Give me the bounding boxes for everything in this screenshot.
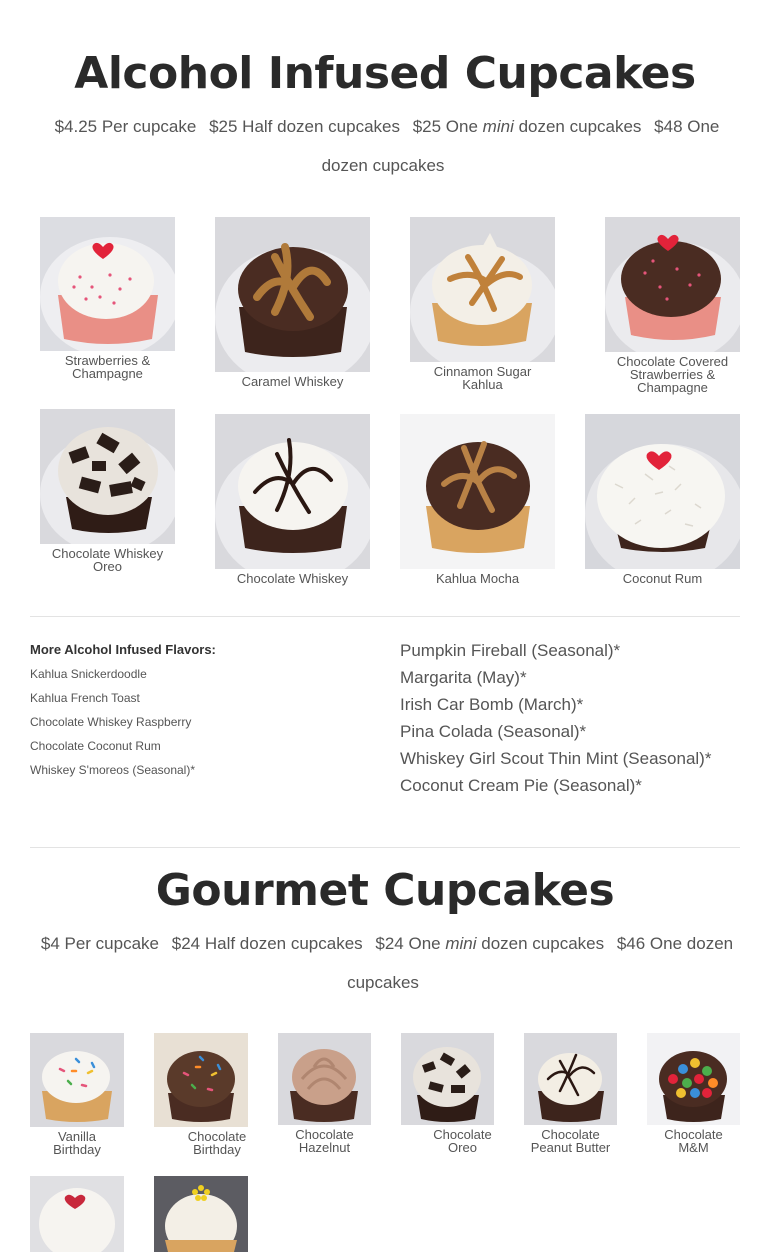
alcohol-prices [30, 107, 740, 185]
price-per-cupcake: $4 Per cupcake [40, 934, 160, 953]
list-item: Margarita (May)* [400, 668, 527, 687]
cupcake-caption-chocolate-covered-strawberries: Chocolate Covered Strawberries & Champagne [616, 354, 729, 395]
list-item: Kahlua Snickerdoodle [30, 667, 147, 681]
cupcake-caption-kahlua-mocha: Kahlua Mocha [435, 571, 520, 586]
list-item: Pina Colada (Seasonal)* [400, 722, 587, 741]
cupcake-photo-chocolate-whiskey[interactable] [215, 414, 370, 569]
gourmet-prices [30, 924, 740, 1002]
more-flavors-right [400, 637, 740, 799]
cupcake-photo-strawberries-champagne[interactable] [40, 217, 175, 351]
cupcake-caption-chocolate-whiskey: Chocolate Whiskey [236, 571, 349, 586]
cupcake-photo-chocolate-birthday[interactable] [154, 1033, 248, 1127]
more-flavors-title: More Alcohol Infused Flavors: [30, 642, 216, 657]
price-per-cupcake: $4.25 Per cupcake [54, 117, 197, 136]
price-half-dozen: $24 Half dozen cupcakes [171, 934, 363, 953]
cupcake-caption-coconut-rum: Coconut Rum [622, 571, 703, 586]
more-flavors-left [30, 640, 370, 782]
cupcake-photo-chocolate-peanut-butter[interactable] [524, 1033, 617, 1125]
price-half-dozen: $25 Half dozen cupcakes [209, 117, 400, 136]
cupcake-photo-chocolate-hazelnut[interactable] [278, 1033, 371, 1125]
cupcake-caption-chocolate-peanut-butter: Chocolate Peanut Butter [530, 1127, 611, 1155]
more-flavors-list [30, 662, 370, 782]
cupcake-photo-chocolate-covered-strawberries[interactable] [605, 217, 740, 352]
cupcake-photo-coconut-rum[interactable] [585, 414, 740, 569]
cupcake-photo-chocolate-oreo[interactable] [401, 1033, 494, 1125]
list-item: Irish Car Bomb (March)* [400, 695, 584, 714]
cupcake-photo-row2-item-2[interactable] [154, 1176, 248, 1252]
alcohol-section-title: Alcohol Infused Cupcakes [74, 48, 696, 99]
cupcake-caption-chocolate-birthday: Chocolate Birthday [187, 1129, 247, 1157]
list-item: Kahlua French Toast [30, 691, 140, 705]
list-item: Whiskey Girl Scout Thin Mint (Seasonal)* [400, 749, 712, 768]
cupcake-photo-row2-item-1[interactable] [30, 1176, 124, 1252]
list-item: Whiskey S'moreos (Seasonal)* [30, 763, 196, 777]
cupcake-photo-cinnamon-sugar-kahlua[interactable] [410, 217, 555, 362]
cupcake-caption-cinnamon-sugar-kahlua: Cinnamon Sugar Kahlua [433, 364, 532, 392]
cupcake-caption-caramel-whiskey: Caramel Whiskey [241, 374, 344, 389]
section-divider [30, 847, 740, 848]
gourmet-section-title: Gourmet Cupcakes [155, 865, 615, 916]
list-item: Pumpkin Fireball (Seasonal)* [400, 641, 621, 660]
list-item: Chocolate Coconut Rum [30, 739, 161, 753]
cupcake-caption-vanilla-birthday: Vanilla Birthday [53, 1129, 101, 1157]
cupcake-caption-strawberries-champagne: Strawberries & Champagne [64, 353, 151, 381]
cupcake-photo-chocolate-whiskey-oreo[interactable] [40, 409, 175, 544]
list-item: Chocolate Whiskey Raspberry [30, 715, 192, 729]
price-mini-dozen: $24 One mini dozen cupcakes [375, 934, 605, 953]
cupcake-photo-caramel-whiskey[interactable] [215, 217, 370, 372]
cupcake-caption-chocolate-hazelnut: Chocolate Hazelnut [295, 1127, 354, 1155]
cupcake-photo-vanilla-birthday[interactable] [30, 1033, 124, 1127]
cupcake-caption-chocolate-whiskey-oreo: Chocolate Whiskey Oreo [51, 546, 164, 574]
price-dozen: $46 One dozen cupcakes [347, 934, 734, 992]
section-divider [30, 616, 740, 617]
cupcake-caption-chocolate-oreo: Chocolate Oreo [433, 1127, 492, 1155]
price-mini-dozen: $25 One mini dozen cupcakes [412, 117, 642, 136]
price-dozen: $48 One dozen cupcakes [321, 117, 720, 175]
cupcake-photo-kahlua-mocha[interactable] [400, 414, 555, 569]
cupcake-photo-chocolate-mm[interactable] [647, 1033, 740, 1125]
cupcake-caption-chocolate-mm: Chocolate M&M [664, 1127, 723, 1155]
list-item: Coconut Cream Pie (Seasonal)* [400, 776, 642, 795]
